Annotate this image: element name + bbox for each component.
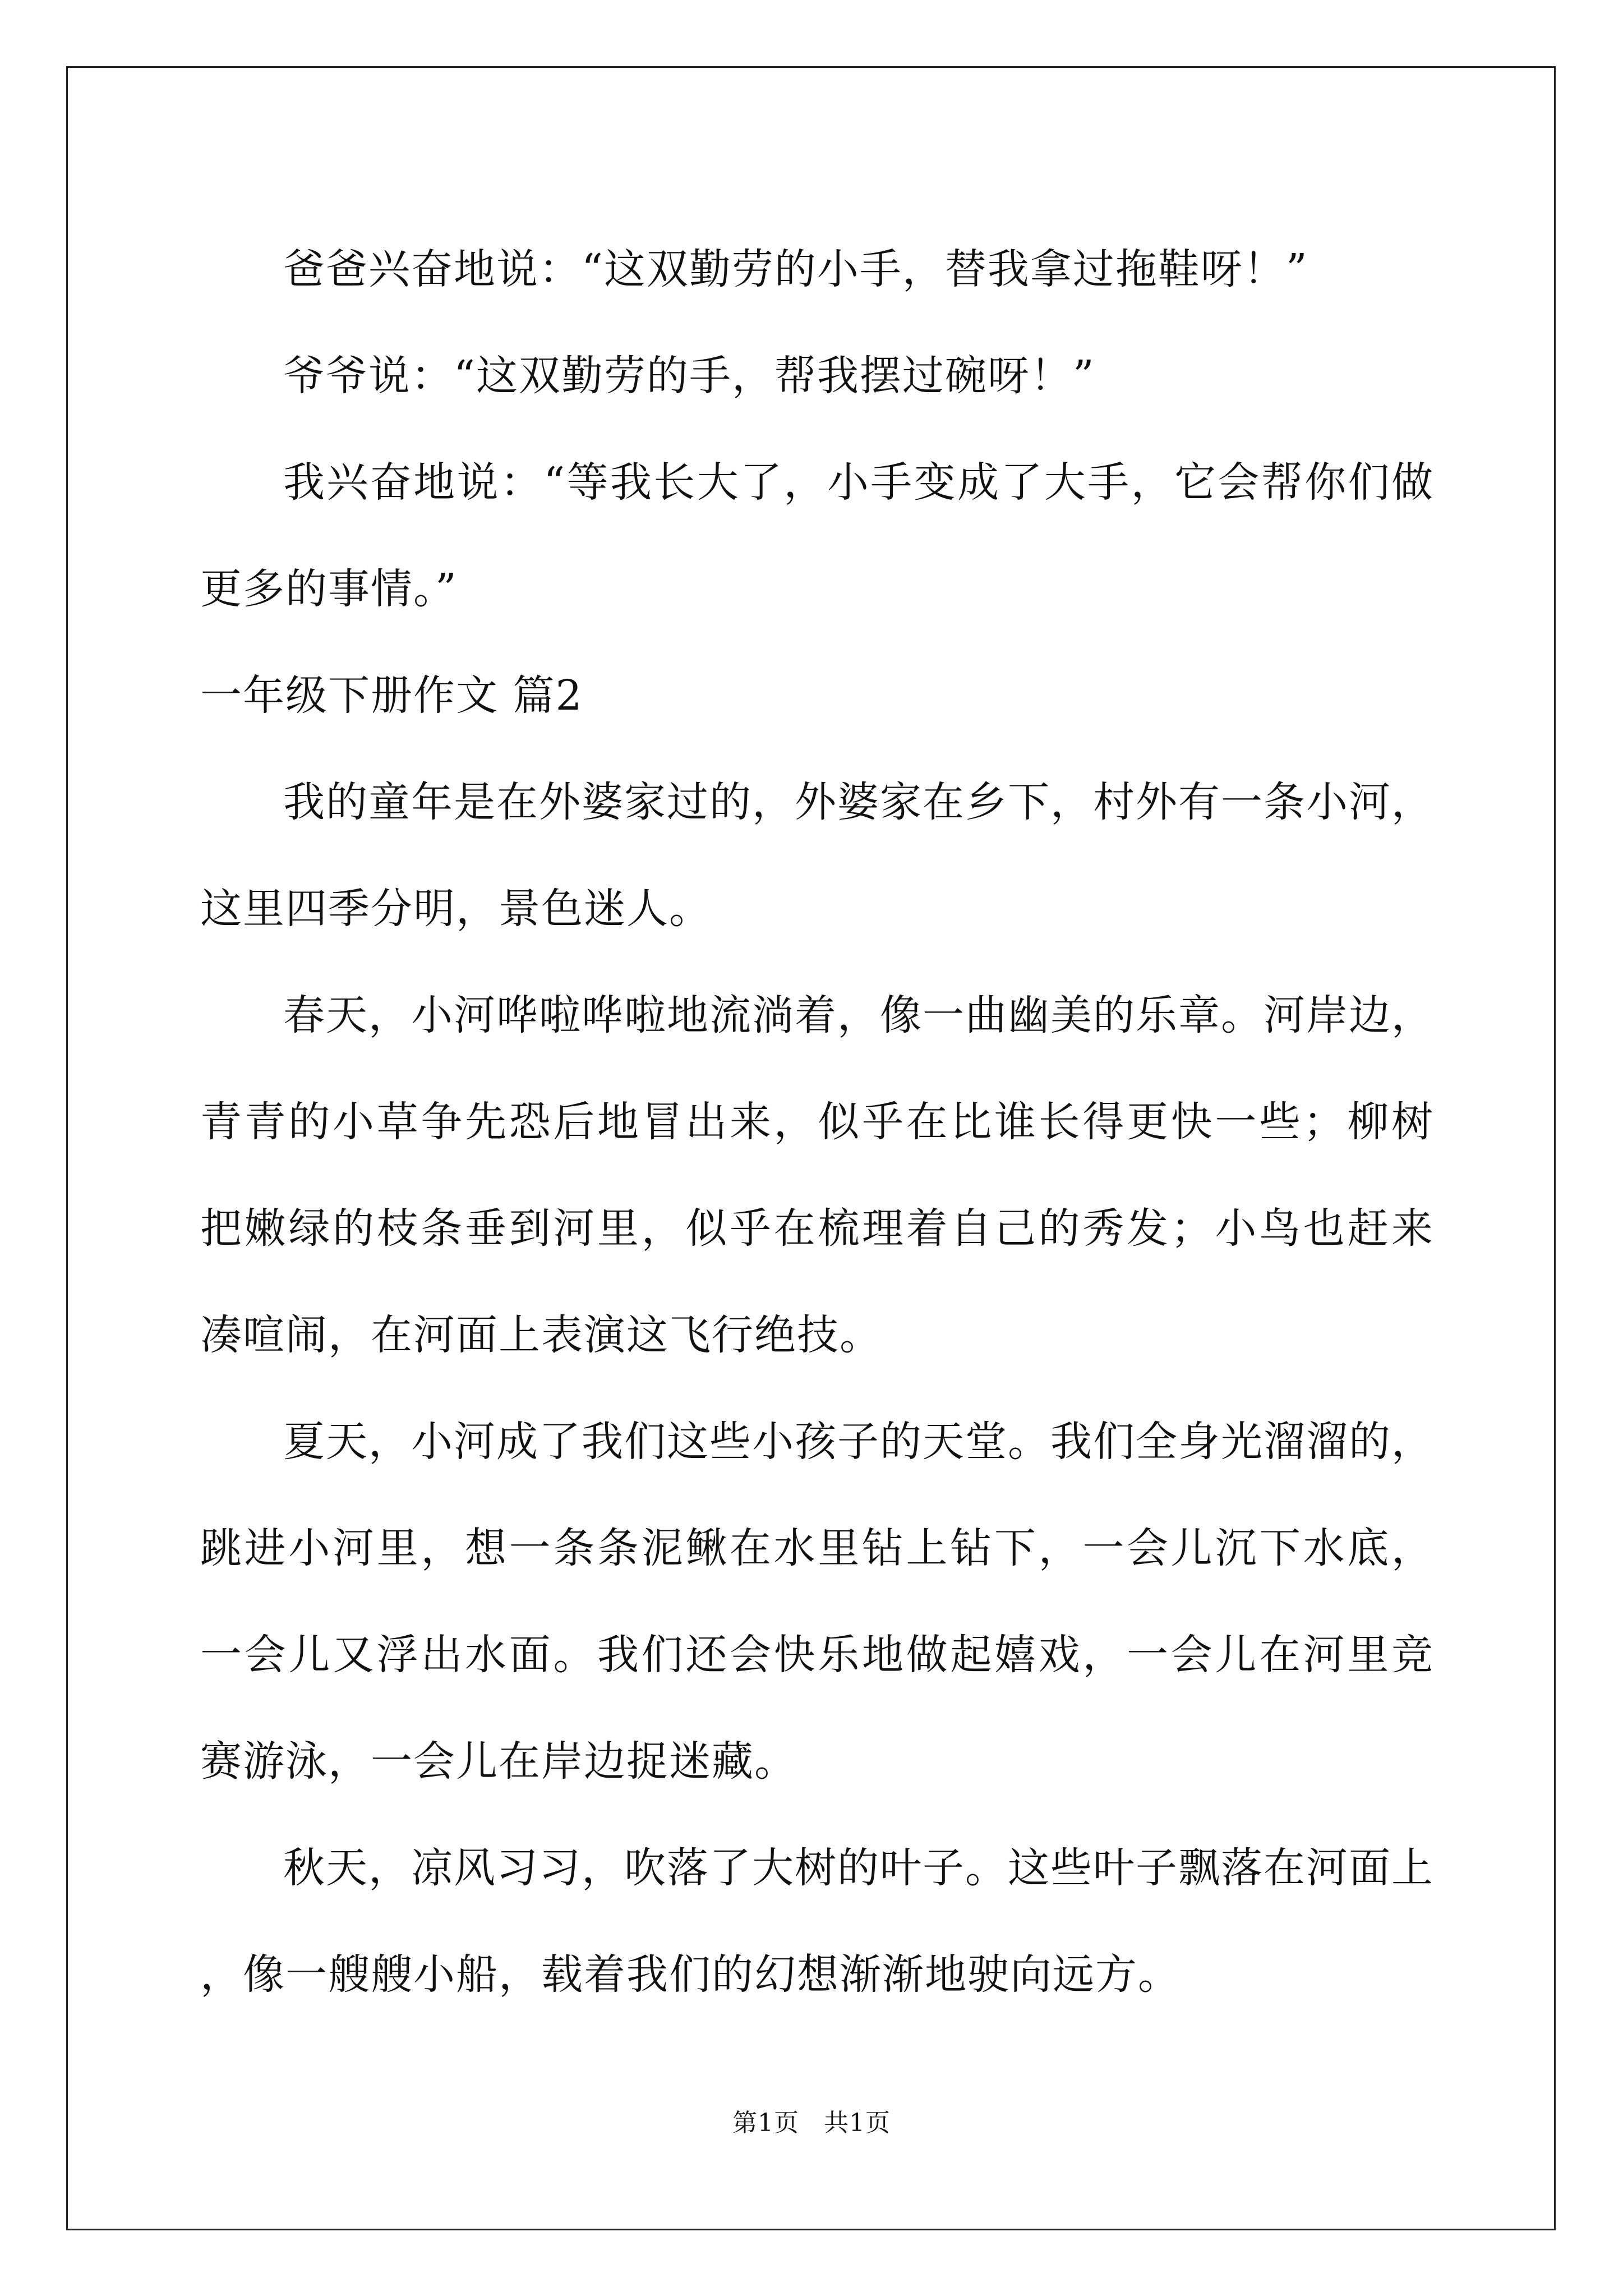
paragraph: 爷爷说：“这双勤劳的手，帮我摆过碗呀！” (283, 352, 1095, 400)
page-footer (0, 2106, 1623, 2140)
document-body (200, 216, 1434, 2028)
paragraph: 我兴奋地说：“等我长大了，小手变成了大手，它会帮你们做更多的事情。” (200, 458, 1434, 613)
paragraph: 秋天，凉风习习，吹落了大树的叶子。这些叶子飘落在河面上，像一艘艘小船，载着我们的幻想渐渐地驶向远方。 (200, 1844, 1434, 1999)
paragraph: 我的童年是在外婆家过的，外婆家在乡下，村外有一条小河，这里四季分明，景色迷人。 (200, 778, 1434, 933)
page-number: 第1页 (732, 2109, 799, 2137)
section-heading: 一年级下册作文 篇2 (200, 671, 583, 720)
paragraph: 爸爸兴奋地说：“这双勤劳的小手，替我拿过拖鞋呀！” (283, 245, 1308, 293)
paragraph: 夏天，小河成了我们这些小孩子的天堂。我们全身光溜溜的，跳进小河里，想一条条泥鳅在水里钻上钻下，一会儿沉下水底，一会儿又浮出水面。我们还会快乐地做起嬉戏，一会儿在河里竞赛游泳，一会儿在岸边捉迷藏。 (200, 1418, 1434, 1786)
page-total: 共1页 (824, 2109, 891, 2137)
paragraph: 春天，小河哗啦哗啦地流淌着，像一曲幽美的乐章。河岸边，青青的小草争先恐后地冒出来，似乎在比谁长得更快一些；柳树把嫩绿的枝条垂到河里，似乎在梳理着自己的秀发；小鸟也赶来凑喧闹，在河面上表演这飞行绝技。 (200, 991, 1434, 1359)
